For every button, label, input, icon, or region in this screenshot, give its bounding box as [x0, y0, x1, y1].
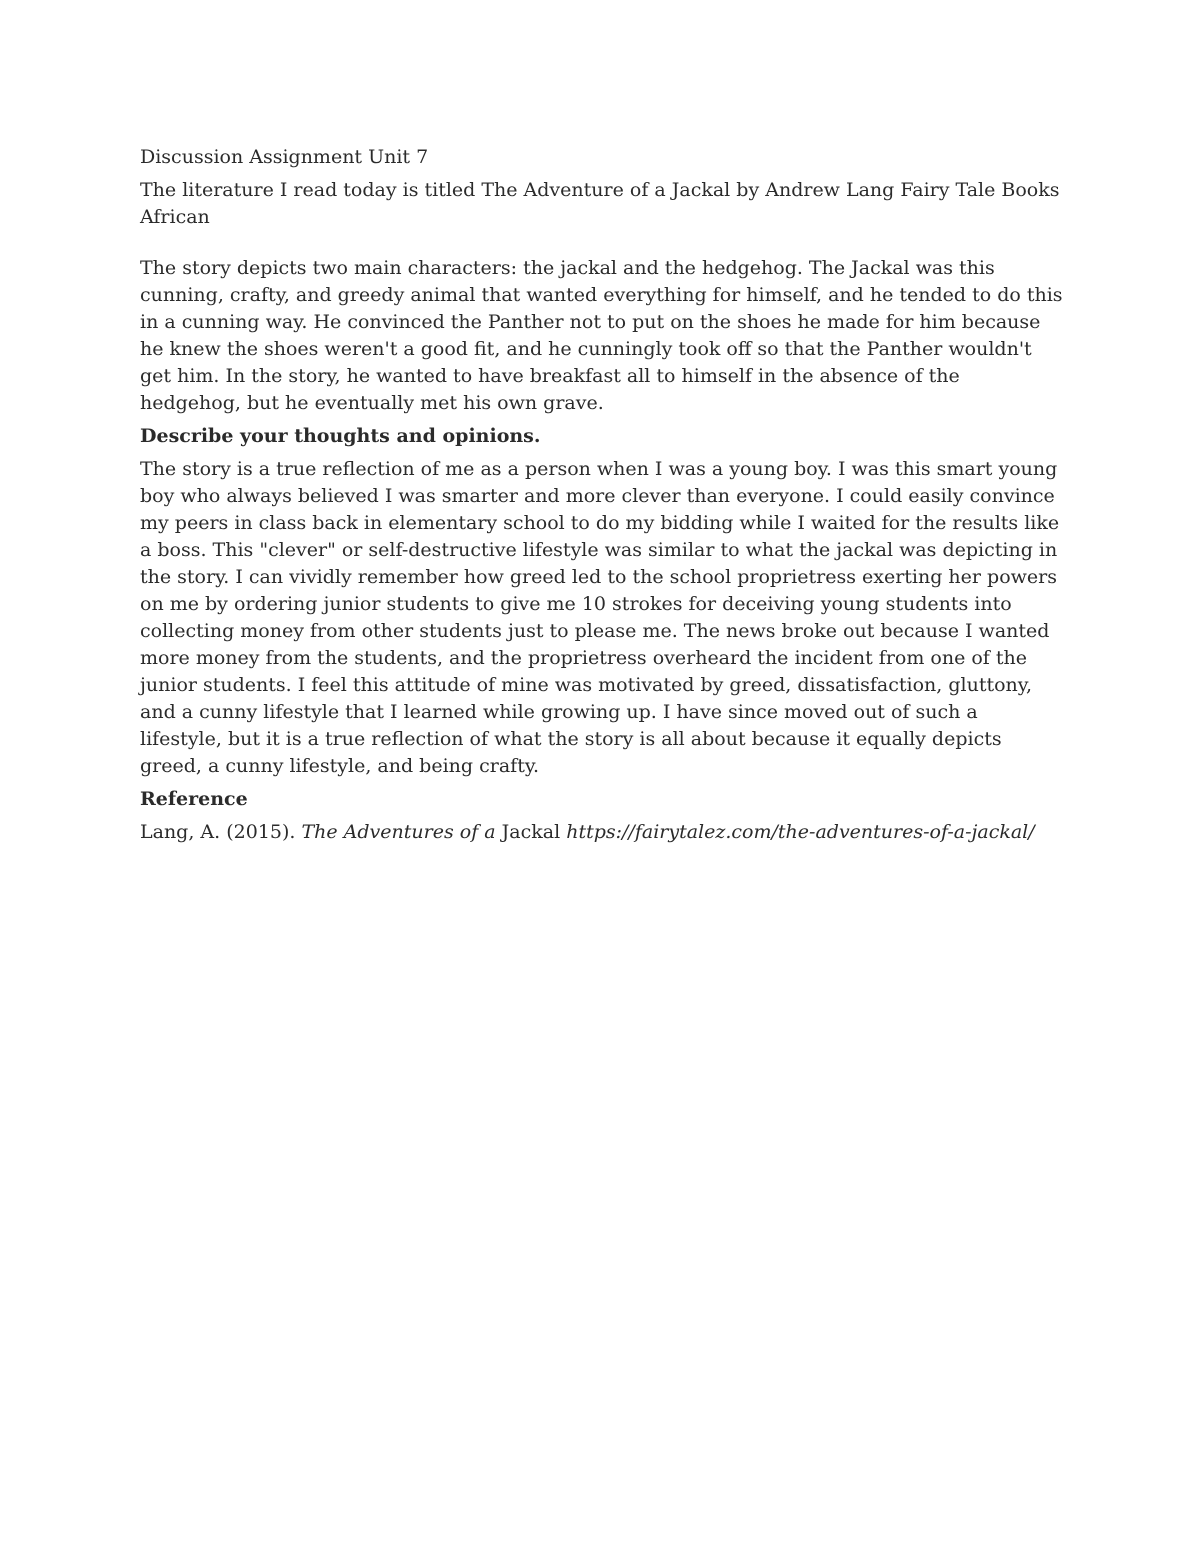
intro-paragraph: The literature I read today is titled The Adventure of a Jackal by Andrew Lang Fairy Tale Books African	[140, 179, 1060, 228]
reference-heading: Reference	[140, 788, 248, 810]
opinion-heading: Describe your thoughts and opinions.	[140, 425, 541, 447]
summary-paragraph: The story depicts two main characters: the jackal and the hedgehog. The Jackal was this cunning, crafty, and greedy animal that wanted everything for himself, and he tended to do this in a cunning way. He convinced the Panther not to put on the shoes he made for him because he knew the shoes weren't a good fit, and he cunningly took off so that the Panther wouldn't get him. In the story, he wanted to have breakfast all to himself in the absence of the hedgehog, but he eventually met his own grave.	[140, 257, 1063, 414]
document-title: Discussion Assignment Unit 7	[140, 146, 429, 168]
blank-line	[140, 231, 1065, 255]
document-page	[140, 144, 1065, 846]
reference-title-italic: The Adventures of a	[301, 821, 496, 843]
opinion-paragraph: The story is a true reflection of me as a person when I was a young boy. I was this smart young boy who always believed I was smarter and more clever than everyone. I could easily convince my peers in class back in elementary school to do my bidding while I waited for the results like a boss. This "clever" or self-destructive lifestyle was similar to what the jackal was depicting in the story. I can vividly remember how greed led to the school proprietress exerting her powers on me by ordering junior students to give me 10 strokes for deceiving young students into collecting money from other students just to please me. The news broke out because I wanted more money from the students, and the proprietress overheard the incident from one of the junior students. I feel this attitude of mine was motivated by greed, dissatisfaction, gluttony, and a cunny lifestyle that I learned while growing up. I have since moved out of such a lifestyle, but it is a true reflection of what the story is all about because it equally depicts greed, a cunny lifestyle, and being crafty.	[140, 458, 1060, 777]
reference-title-plain: Jackal	[495, 821, 567, 843]
reference-url-link[interactable]: https://fairytalez.com/the-adventures-of-a-jackal/	[566, 821, 1035, 843]
reference-author: Lang, A. (2015).	[140, 821, 302, 843]
reference-entry	[140, 819, 1065, 846]
